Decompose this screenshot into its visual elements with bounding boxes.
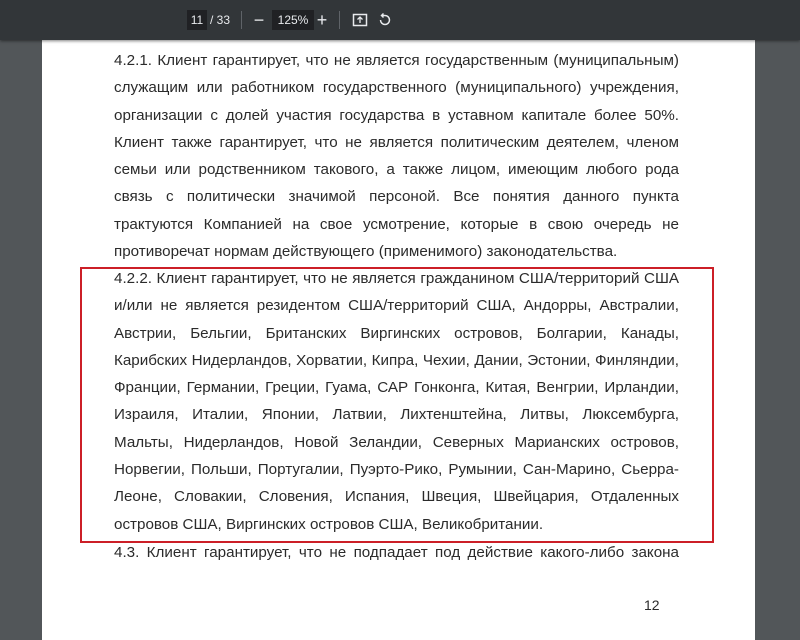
page-total-label: / 33	[210, 13, 231, 27]
toolbar-divider	[241, 11, 242, 29]
paragraph-4-2-1: 4.2.1. Клиент гарантирует, что не является государственным (муниципальным) служащим или работником государственного (муниципального) учреждения, организации с долей участия государства в уставном капитале более 50%. Клиент также гарантирует, что не является политическим деятелем, членом семьи или родственником такового, а также лицом, имеющим любого рода связь с политически значимой персоной. Все понятия данного пункта трактуются Компанией на свое усмотрение, которые в свою очередь не противоречат нормам действующего (применимого) законодательства.	[114, 52, 679, 261]
paragraph-4-2-2: 4.2.2. Клиент гарантирует, что не является гражданином США/территорий США и/или не является резидентом США/территорий США, Андорры, Австралии, Австрии, Бельгии, Британских Виргинских островов, Болгарии, Канады, Карибских Нидерландов, Хорватии, Кипра, Чехии, Дании, Эстонии, Финляндии, Франции, Германии, Греции, Гуама, САР Гонконга, Китая, Венгрии, Ирландии, Израиля, Италии, Японии, Латвии, Лихтенштейна, Литвы, Люксембурга, Мальты, Нидерландов, Новой Зеландии, Северных Марианских островов, Норвегии, Польши, Португалии, Пуэрто-Рико, Румынии, Сан-Марино, Сьерра-Леоне, Словакии, Словения, Испания, Швеция, Швейцария, Отдаленных островов США, Виргинских островов США, Великобритании.	[114, 270, 679, 533]
fit-to-page-button[interactable]	[348, 8, 372, 32]
rotate-icon	[377, 12, 393, 28]
rotate-button[interactable]	[373, 8, 397, 32]
paragraph-4-3: 4.3. Клиент гарантирует, что не подпадает под действие какого-либо закона	[114, 544, 679, 561]
page-number-label: 12	[644, 597, 660, 613]
fit-page-icon	[352, 12, 368, 28]
document-page	[42, 40, 755, 640]
plus-icon: +	[316, 9, 328, 30]
zoom-out-button[interactable]	[247, 8, 271, 32]
toolbar-divider	[339, 11, 340, 29]
zoom-in-button[interactable]	[310, 8, 334, 32]
page-number-input[interactable]: 11	[187, 10, 207, 30]
zoom-level-input[interactable]: 125%	[272, 10, 314, 30]
minus-icon: −	[253, 9, 265, 30]
pdf-toolbar	[0, 0, 800, 40]
highlight-box	[80, 267, 714, 543]
